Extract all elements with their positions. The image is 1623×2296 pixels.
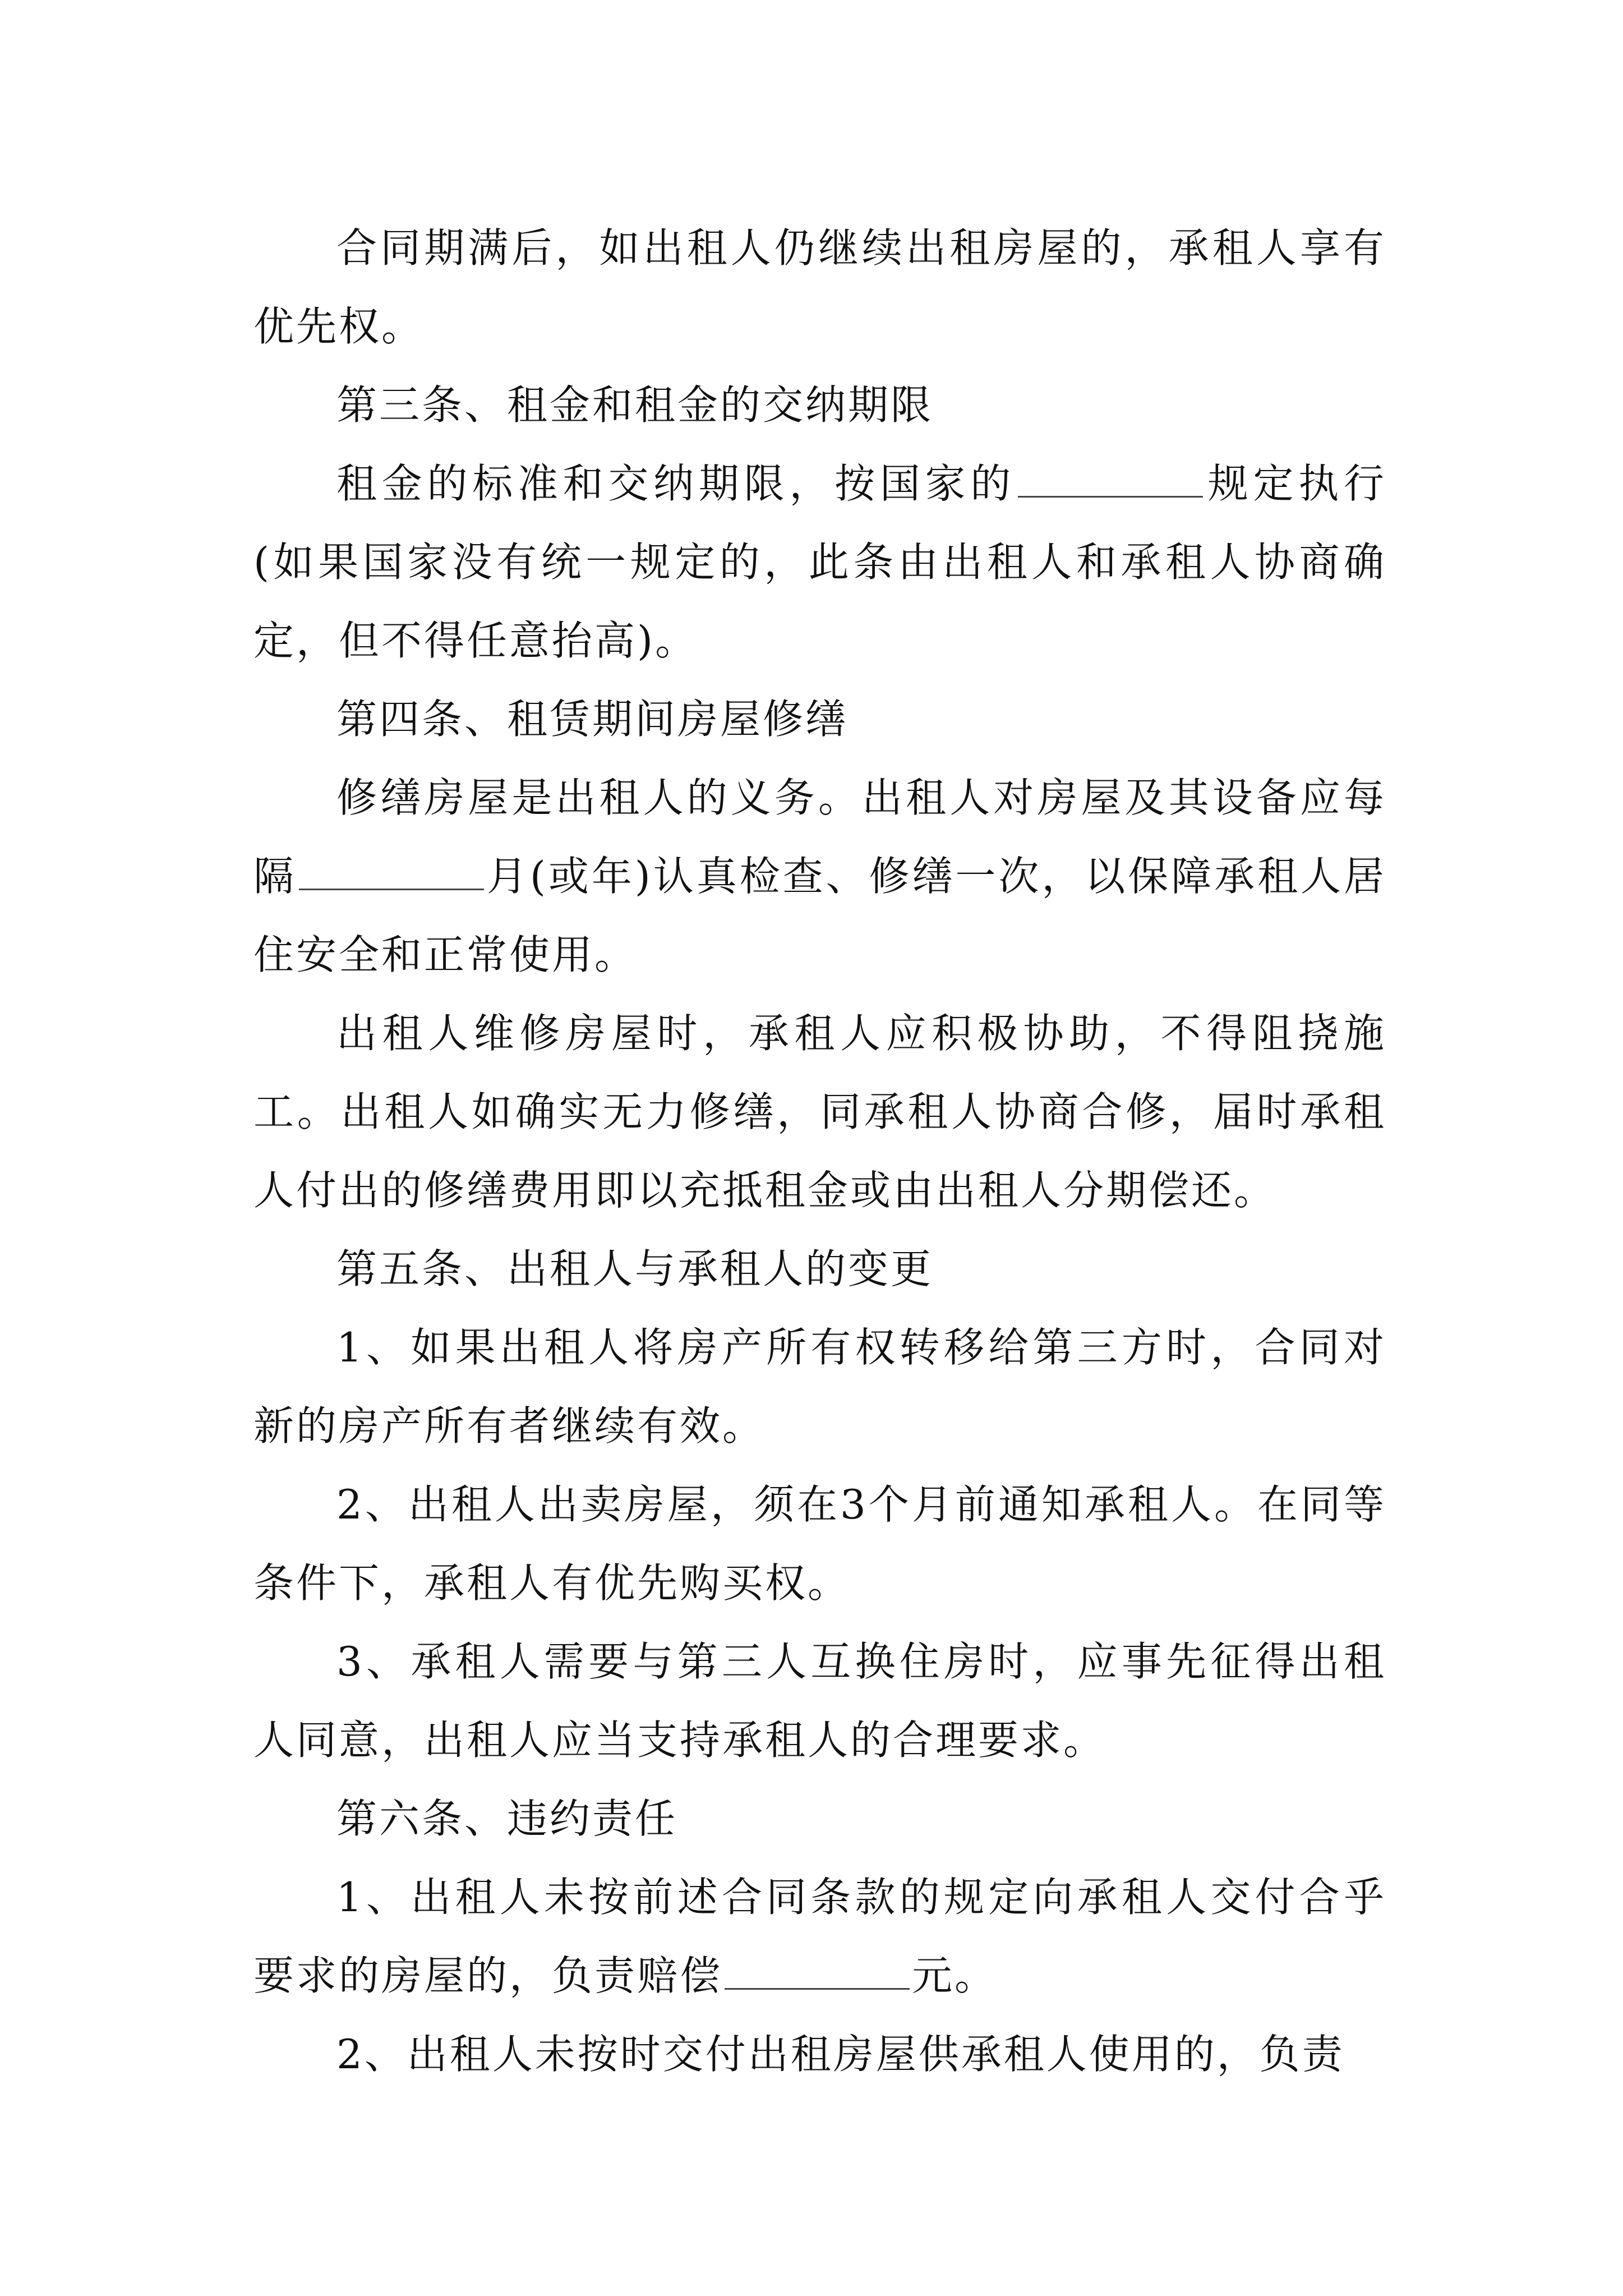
fill-in-blank-compensation-amount bbox=[725, 1954, 910, 1990]
fill-in-blank-rent-regulation bbox=[1018, 462, 1203, 498]
article-5-heading: 第五条、出租人与承租人的变更 bbox=[336, 1245, 934, 1292]
paragraph-renewal-priority: 合同期满后，如出租人仍继续出租房屋的，承租人享有优先权。 bbox=[253, 224, 1386, 350]
document-body bbox=[253, 209, 1386, 2093]
article-3-heading: 第三条、租金和租金的交纳期限 bbox=[336, 381, 934, 429]
repair-duty-text-start: 修缮房屋是出租人的义务。出租人对房屋及其设备应每隔 bbox=[253, 774, 1386, 900]
fill-in-blank-inspection-interval bbox=[299, 855, 484, 890]
paragraph-rent-standard bbox=[253, 444, 1386, 680]
rent-standard-text-start: 租金的标准和交纳期限，按国家的 bbox=[336, 460, 1016, 507]
paragraph-repair-duty bbox=[253, 758, 1386, 994]
rent-standard-text-end: 规定执行(如果国家没有统一规定的，此条由出租人和承租人协商确定，但不得任意抬高)。 bbox=[253, 460, 1386, 664]
paragraph-breach-compensation bbox=[253, 1858, 1386, 2015]
paragraph-ownership-transfer: 1、如果出租人将房产所有权转移给第三方时，合同对新的房产所有者继续有效。 bbox=[253, 1324, 1386, 1450]
breach-compensation-text-start: 1、出租人未按前述合同条款的规定向承租人交付合乎要求的房屋的，负责赔偿 bbox=[253, 1874, 1386, 1999]
repair-duty-text-end: 月(或年)认真检查、修缮一次，以保障承租人居住安全和正常使用。 bbox=[253, 853, 1386, 978]
paragraph-late-delivery: 2、出租人未按时交付出租房屋供承租人使用的，负责 bbox=[336, 2031, 1345, 2078]
paragraph-sale-notice: 2、出租人出卖房屋，须在3个月前通知承租人。在同等条件下，承租人有优先购买权。 bbox=[253, 1481, 1386, 1607]
paragraph-repair-cooperation: 出租人维修房屋时，承租人应积极协助，不得阻挠施工。出租人如确实无力修缮，同承租人协商合修，届时承租人付出的修缮费用即以充抵租金或由出租人分期偿还。 bbox=[253, 1010, 1386, 1214]
article-4-heading: 第四条、租赁期间房屋修缮 bbox=[336, 696, 849, 743]
article-6-heading: 第六条、违约责任 bbox=[336, 1795, 678, 1842]
breach-compensation-text-end: 元。 bbox=[912, 1952, 998, 1999]
paragraph-housing-exchange: 3、承租人需要与第三人互换住房时，应事先征得出租人同意，出租人应当支持承租人的合理要求。 bbox=[253, 1638, 1386, 1764]
